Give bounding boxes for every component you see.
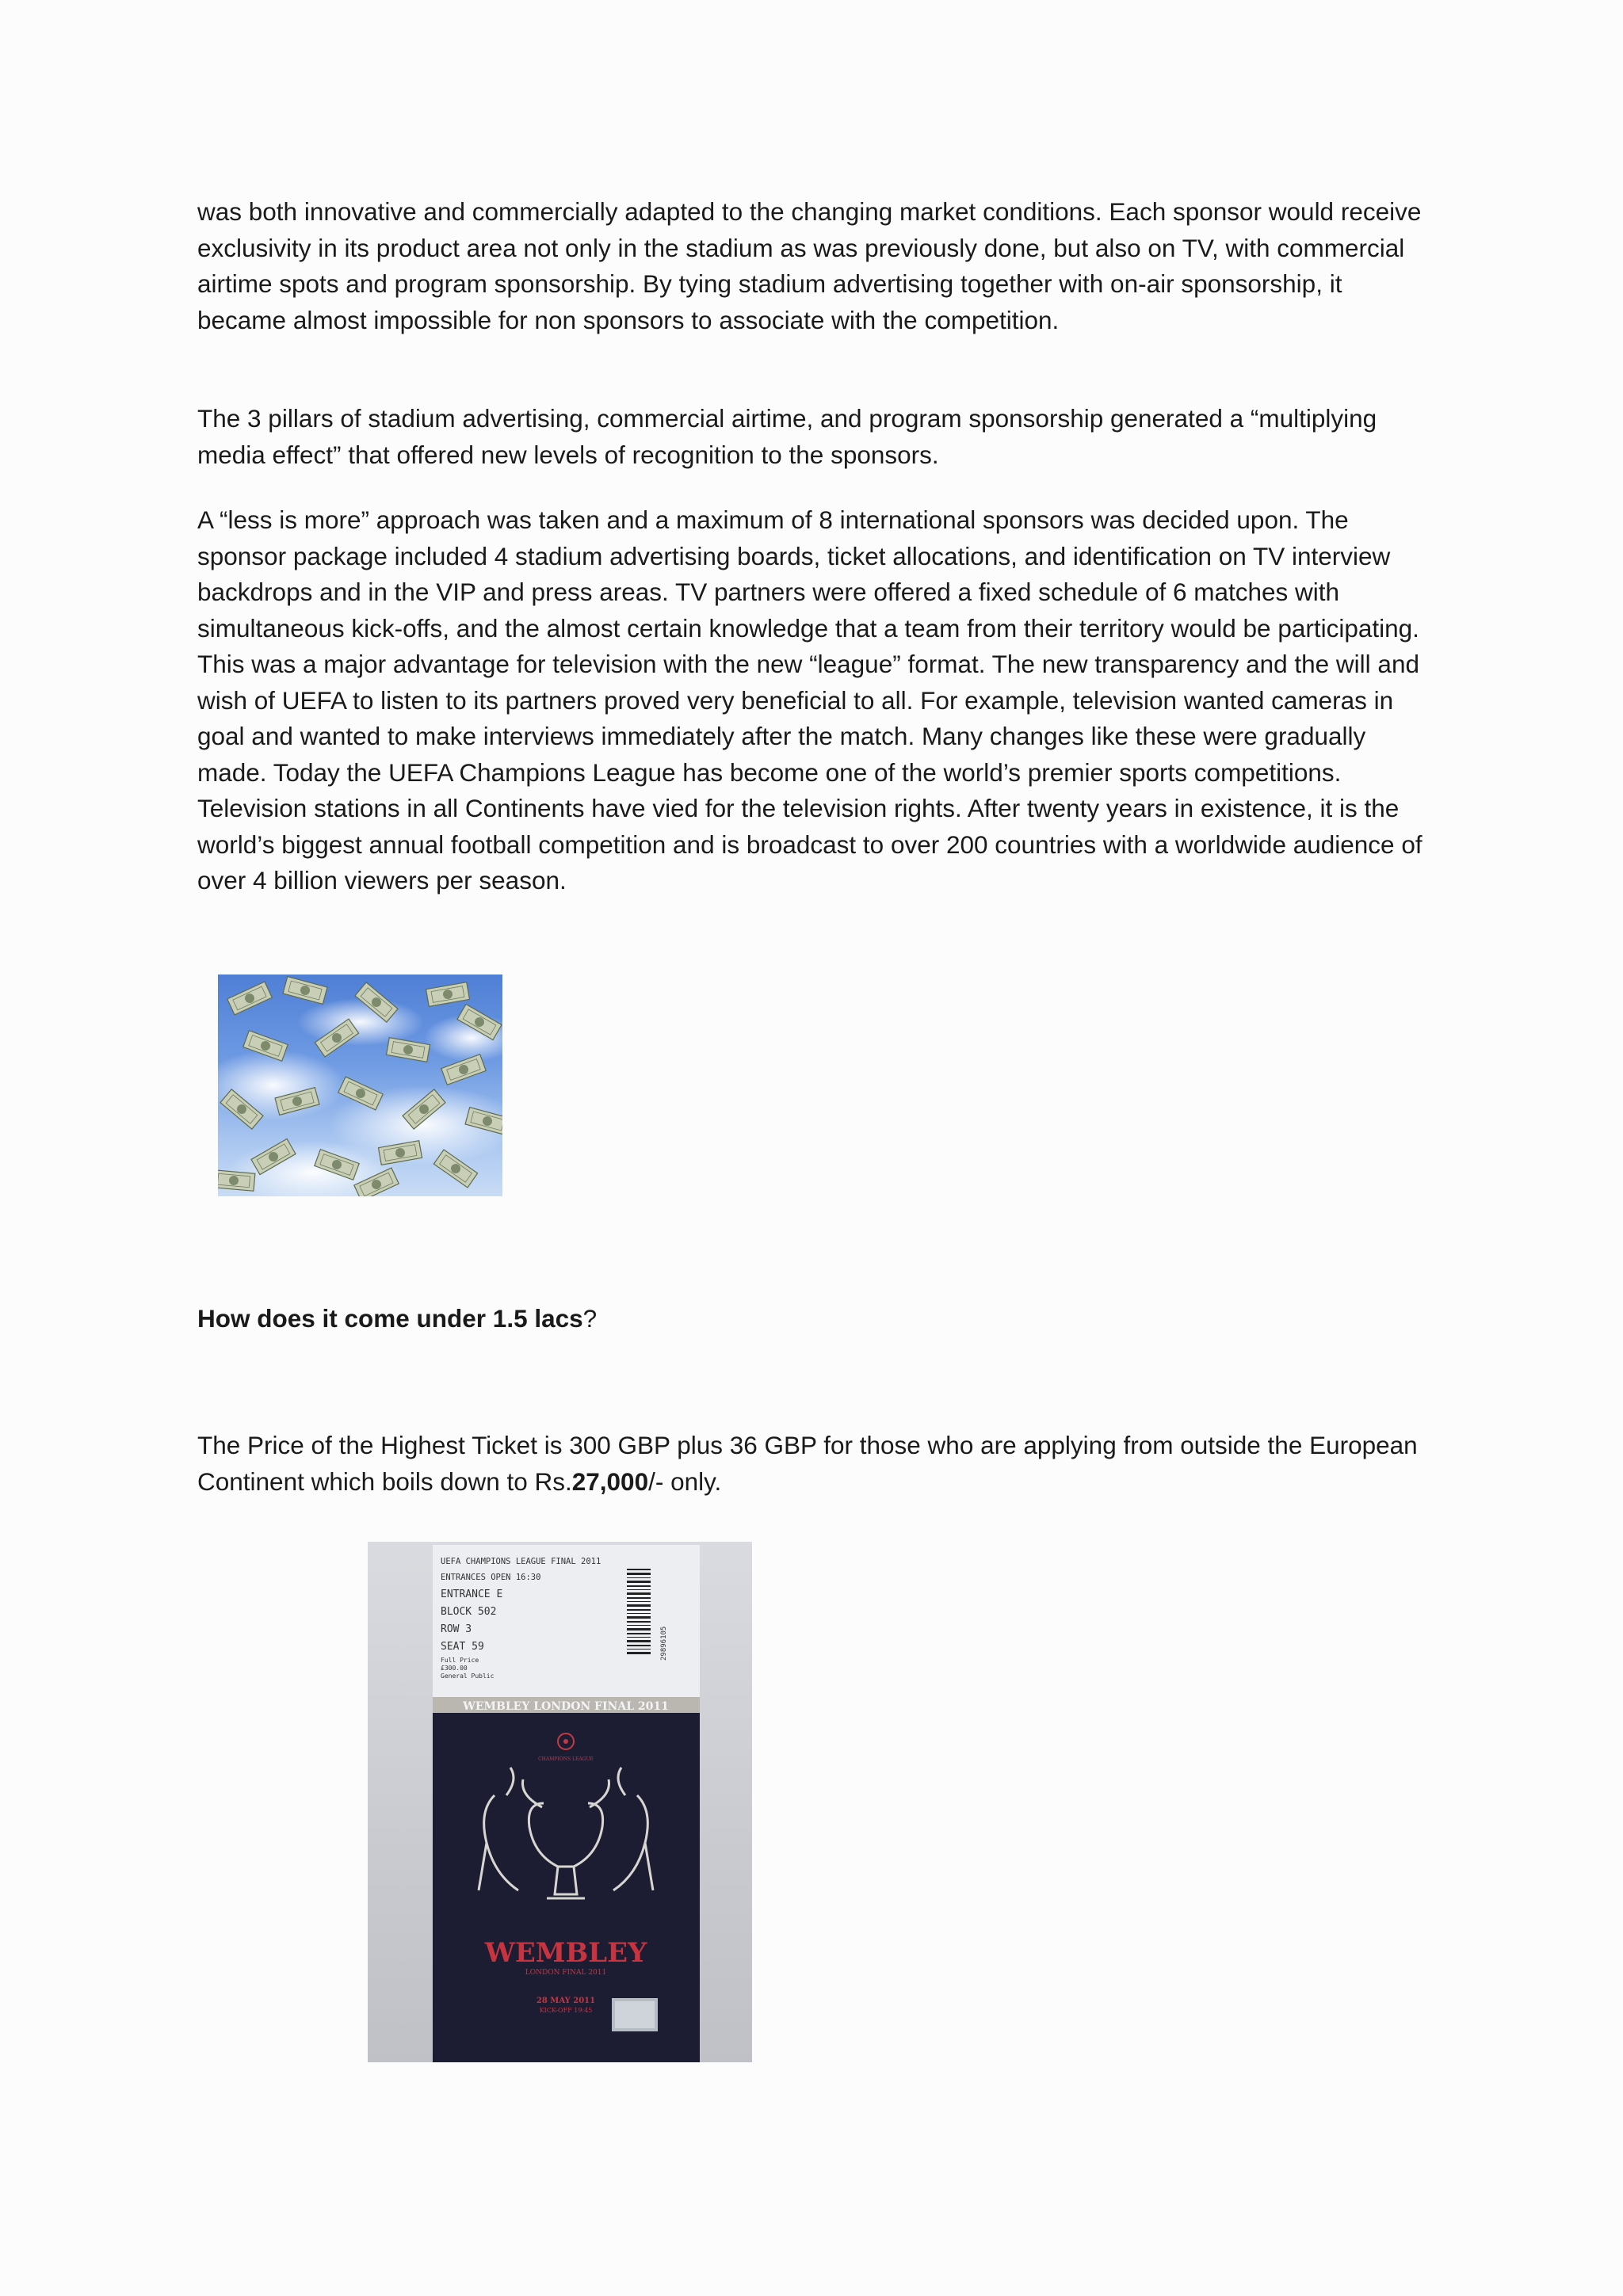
ticket-line: General Public bbox=[441, 1672, 495, 1680]
ticket-logo-text: CHAMPIONS LEAGUE bbox=[538, 1756, 594, 1762]
ticket-venue-sub: LONDON FINAL 2011 bbox=[525, 1969, 607, 1977]
ticket-kickoff: KICK-OFF 19:45 bbox=[539, 2007, 593, 2014]
champions-league-ticket-image bbox=[368, 1542, 752, 2062]
banknote-icon bbox=[426, 982, 469, 1007]
paragraph-three-pillars: The 3 pillars of stadium advertising, commercial airtime, and program sponsorship generated a “multiplying media effect” that offered new levels of recognition to the sponsors. bbox=[197, 404, 1377, 469]
ticket-line: SEAT 59 bbox=[441, 1641, 484, 1653]
price-text: The Price of the Highest Ticket is 300 GBP plus 36 GBP for those who are applying from outside the European Continent which boils down to Rs. bbox=[197, 1431, 1418, 1496]
paragraph-sponsorship-exclusivity: was both innovative and commercially adapted to the changing market conditions. Each sponsor would receive exclusivity in its product area not only in the stadium as was previously done, but also on TV, with commercial airtime spots and program sponsorship. By tying stadium advertising together with on-air sponsorship, it became almost impossible for non sponsors to associate with the competition. bbox=[197, 197, 1422, 334]
ticket-serial: 29896105 bbox=[660, 1626, 668, 1661]
ticket-line: ENTRANCES OPEN 16:30 bbox=[441, 1573, 541, 1582]
paragraph-less-is-more: A “less is more” approach was taken and a maximum of 8 international sponsors was decided upon. The sponsor package included 4 stadium advertising boards, ticket allocations, and identification on TV interview backdrops and in the VIP and press areas. TV partners were offered a fixed schedule of 6 matches with simultaneous kick-offs, and the almost certain knowledge that a team from their territory would be participating. This was a major advantage for television with the new “league” format. The new transparency and the will and wish of UEFA to listen to its partners proved very beneficial to all. For example, television wanted cameras in goal and wanted to make interviews immediately after the match. Many changes like these were gradually made. Today the UEFA Champions League has become one of the world’s premier sports competitions. Television stations in all Continents have vied for the television rights. After twenty years in existence, it is the world’s biggest annual football competition and is broadcast to over 200 countries with a worldwide audience of over 4 billion viewers per season. bbox=[197, 505, 1423, 894]
ticket-line: Full Price bbox=[441, 1657, 479, 1664]
ticket-line: BLOCK 502 bbox=[441, 1606, 497, 1618]
ticket-line: UEFA CHAMPIONS LEAGUE FINAL 2011 bbox=[441, 1557, 601, 1566]
paragraph-ticket-price bbox=[197, 1428, 1434, 1500]
price-suffix: /- only. bbox=[648, 1466, 722, 1496]
banknote-icon bbox=[283, 977, 327, 1005]
banknote-icon bbox=[227, 982, 272, 1015]
money-falling-image bbox=[218, 974, 502, 1196]
ticket-line: ENTRANCE E bbox=[441, 1589, 503, 1600]
heading-bold-text: How does it come under 1.5 lacs bbox=[197, 1304, 583, 1333]
ticket-date: 28 MAY 2011 bbox=[536, 1997, 596, 2005]
banknote-icon bbox=[218, 1170, 255, 1191]
ticket-line: ROW 3 bbox=[441, 1623, 472, 1635]
ticket-venue: WEMBLEY bbox=[484, 1937, 647, 1969]
price-amount: 27,000 bbox=[571, 1466, 649, 1496]
heading-question-mark: ? bbox=[582, 1304, 598, 1333]
section-heading bbox=[197, 1301, 597, 1337]
ticket-line: £300.00 bbox=[441, 1665, 468, 1672]
banknote-icon bbox=[386, 1038, 430, 1062]
ticket-band: WEMBLEY LONDON FINAL 2011 bbox=[463, 1700, 669, 1713]
